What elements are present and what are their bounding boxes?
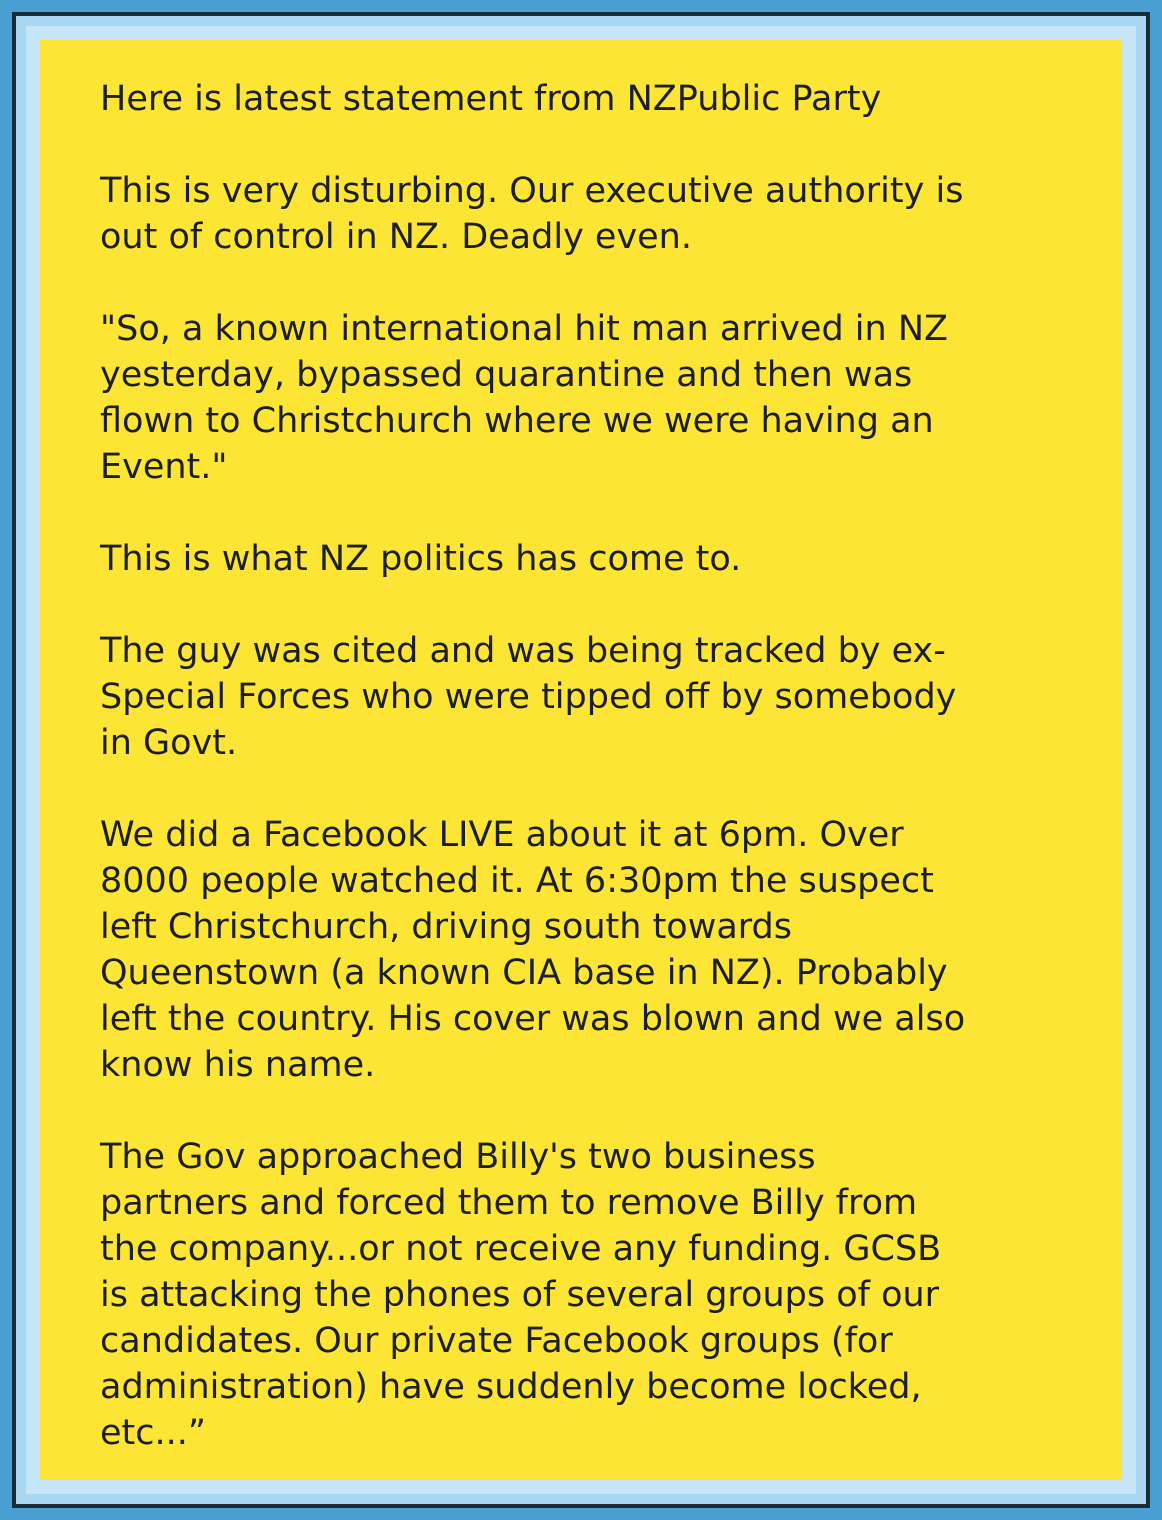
statement-paragraph-intro: Here is latest statement from NZPublic Party <box>100 79 882 119</box>
statement-paragraph-5: We did a Facebook LIVE about it at 6pm. Over 8000 people watched it. At 6:30pm the suspect left Christchurch, driving south towards Queenstown (a known CIA base in NZ). Probably left the country. His cover was blown and we also know his name. <box>100 815 966 1085</box>
statement-paragraph-6: The Gov approached Billy's two business partners and forced them to remove Billy from the company...or not receive any funding. GCSB is attacking the phones of several groups of our candidates. Our private Facebook groups (for administration) have suddenly become locked, etc...” <box>100 1137 942 1453</box>
statement-panel <box>40 40 1122 1480</box>
outer-frame <box>12 12 1150 1508</box>
statement-paragraph-4: The guy was cited and was being tracked by ex- Special Forces who were tipped off by somebody in Govt. <box>100 631 957 763</box>
inner-frame <box>26 26 1136 1494</box>
statement-paragraph-2: "So, a known international hit man arrived in NZ yesterday, bypassed quarantine and then was flown to Christchurch where we were having an Event." <box>100 309 948 487</box>
statement-paragraph-3: This is what NZ politics has come to. <box>100 539 742 579</box>
statement-text <box>100 76 1090 1456</box>
statement-paragraph-1: This is very disturbing. Our executive authority is out of control in NZ. Deadly even. <box>100 171 964 257</box>
